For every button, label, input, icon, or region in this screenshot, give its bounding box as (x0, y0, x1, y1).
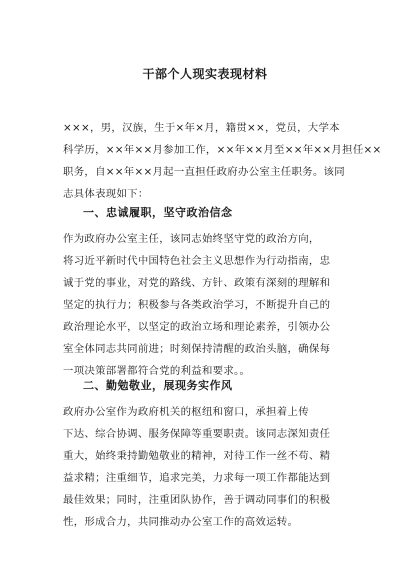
paragraph-line: 志具体表现如下： (63, 188, 149, 200)
section-paragraph (63, 401, 363, 533)
paragraph-line: 室全体同志共同前进；时刻保持清醒的政治头脑，确保每 (63, 343, 331, 355)
intro-paragraph (63, 117, 382, 205)
section-paragraph (63, 228, 363, 382)
paragraph-line: ×××，男，汉族，生于×年×月，籍贯××，党员，大学本 (63, 122, 340, 134)
paragraph-line: 作为政府办公室主任，该同志始终坚守党的政治方向， (63, 233, 320, 245)
paragraph-line: 下达、综合协调、服务保障等重要职责。该同志深知责任 (63, 428, 331, 440)
paragraph-line: 政府办公室作为政府机关的枢纽和窗口，承担着上传 (63, 406, 309, 418)
paragraph-line: 职务，自××年××月起一直担任政府办公室主任职务。该同 (63, 166, 345, 178)
paragraph-line: 将习近平新时代中国特色社会主义思想作为行动指南，忠 (63, 255, 331, 267)
paragraph-line: 诚于党的事业，对党的路线、方针、政策有深刻的理解和 (63, 277, 331, 289)
paragraph-line: 重大，始终秉持勤勉敬业的精神，对待工作一丝不苟、精 (63, 450, 331, 462)
section-heading: 一、忠诚履职，坚守政治信念 (83, 206, 233, 219)
paragraph-line: 政治理论水平，以坚定的政治立场和理论素养，引领办公 (63, 321, 331, 333)
section-heading: 二、勤勉敬业，展现务实作风 (83, 379, 233, 392)
document-title: 干部个人现实表现材料 (142, 67, 268, 81)
paragraph-line: 一项决策部署都符合党的利益和要求。。 (63, 365, 251, 377)
paragraph-line: 最佳效果；同时，注重团队协作，善于调动同事们的积极 (63, 494, 331, 506)
paragraph-line: 科学历，××年××月参加工作，××年××月至××年××月担任×× (63, 144, 382, 156)
paragraph-line: 坚定的执行力；积极参与各类政治学习，不断提升自己的 (63, 299, 331, 311)
paragraph-line: 性，形成合力，共同推动办公室工作的高效运转。 (63, 516, 299, 528)
paragraph-line: 益求精；注重细节，追求完美，力求每一项工作都能达到 (63, 472, 331, 484)
